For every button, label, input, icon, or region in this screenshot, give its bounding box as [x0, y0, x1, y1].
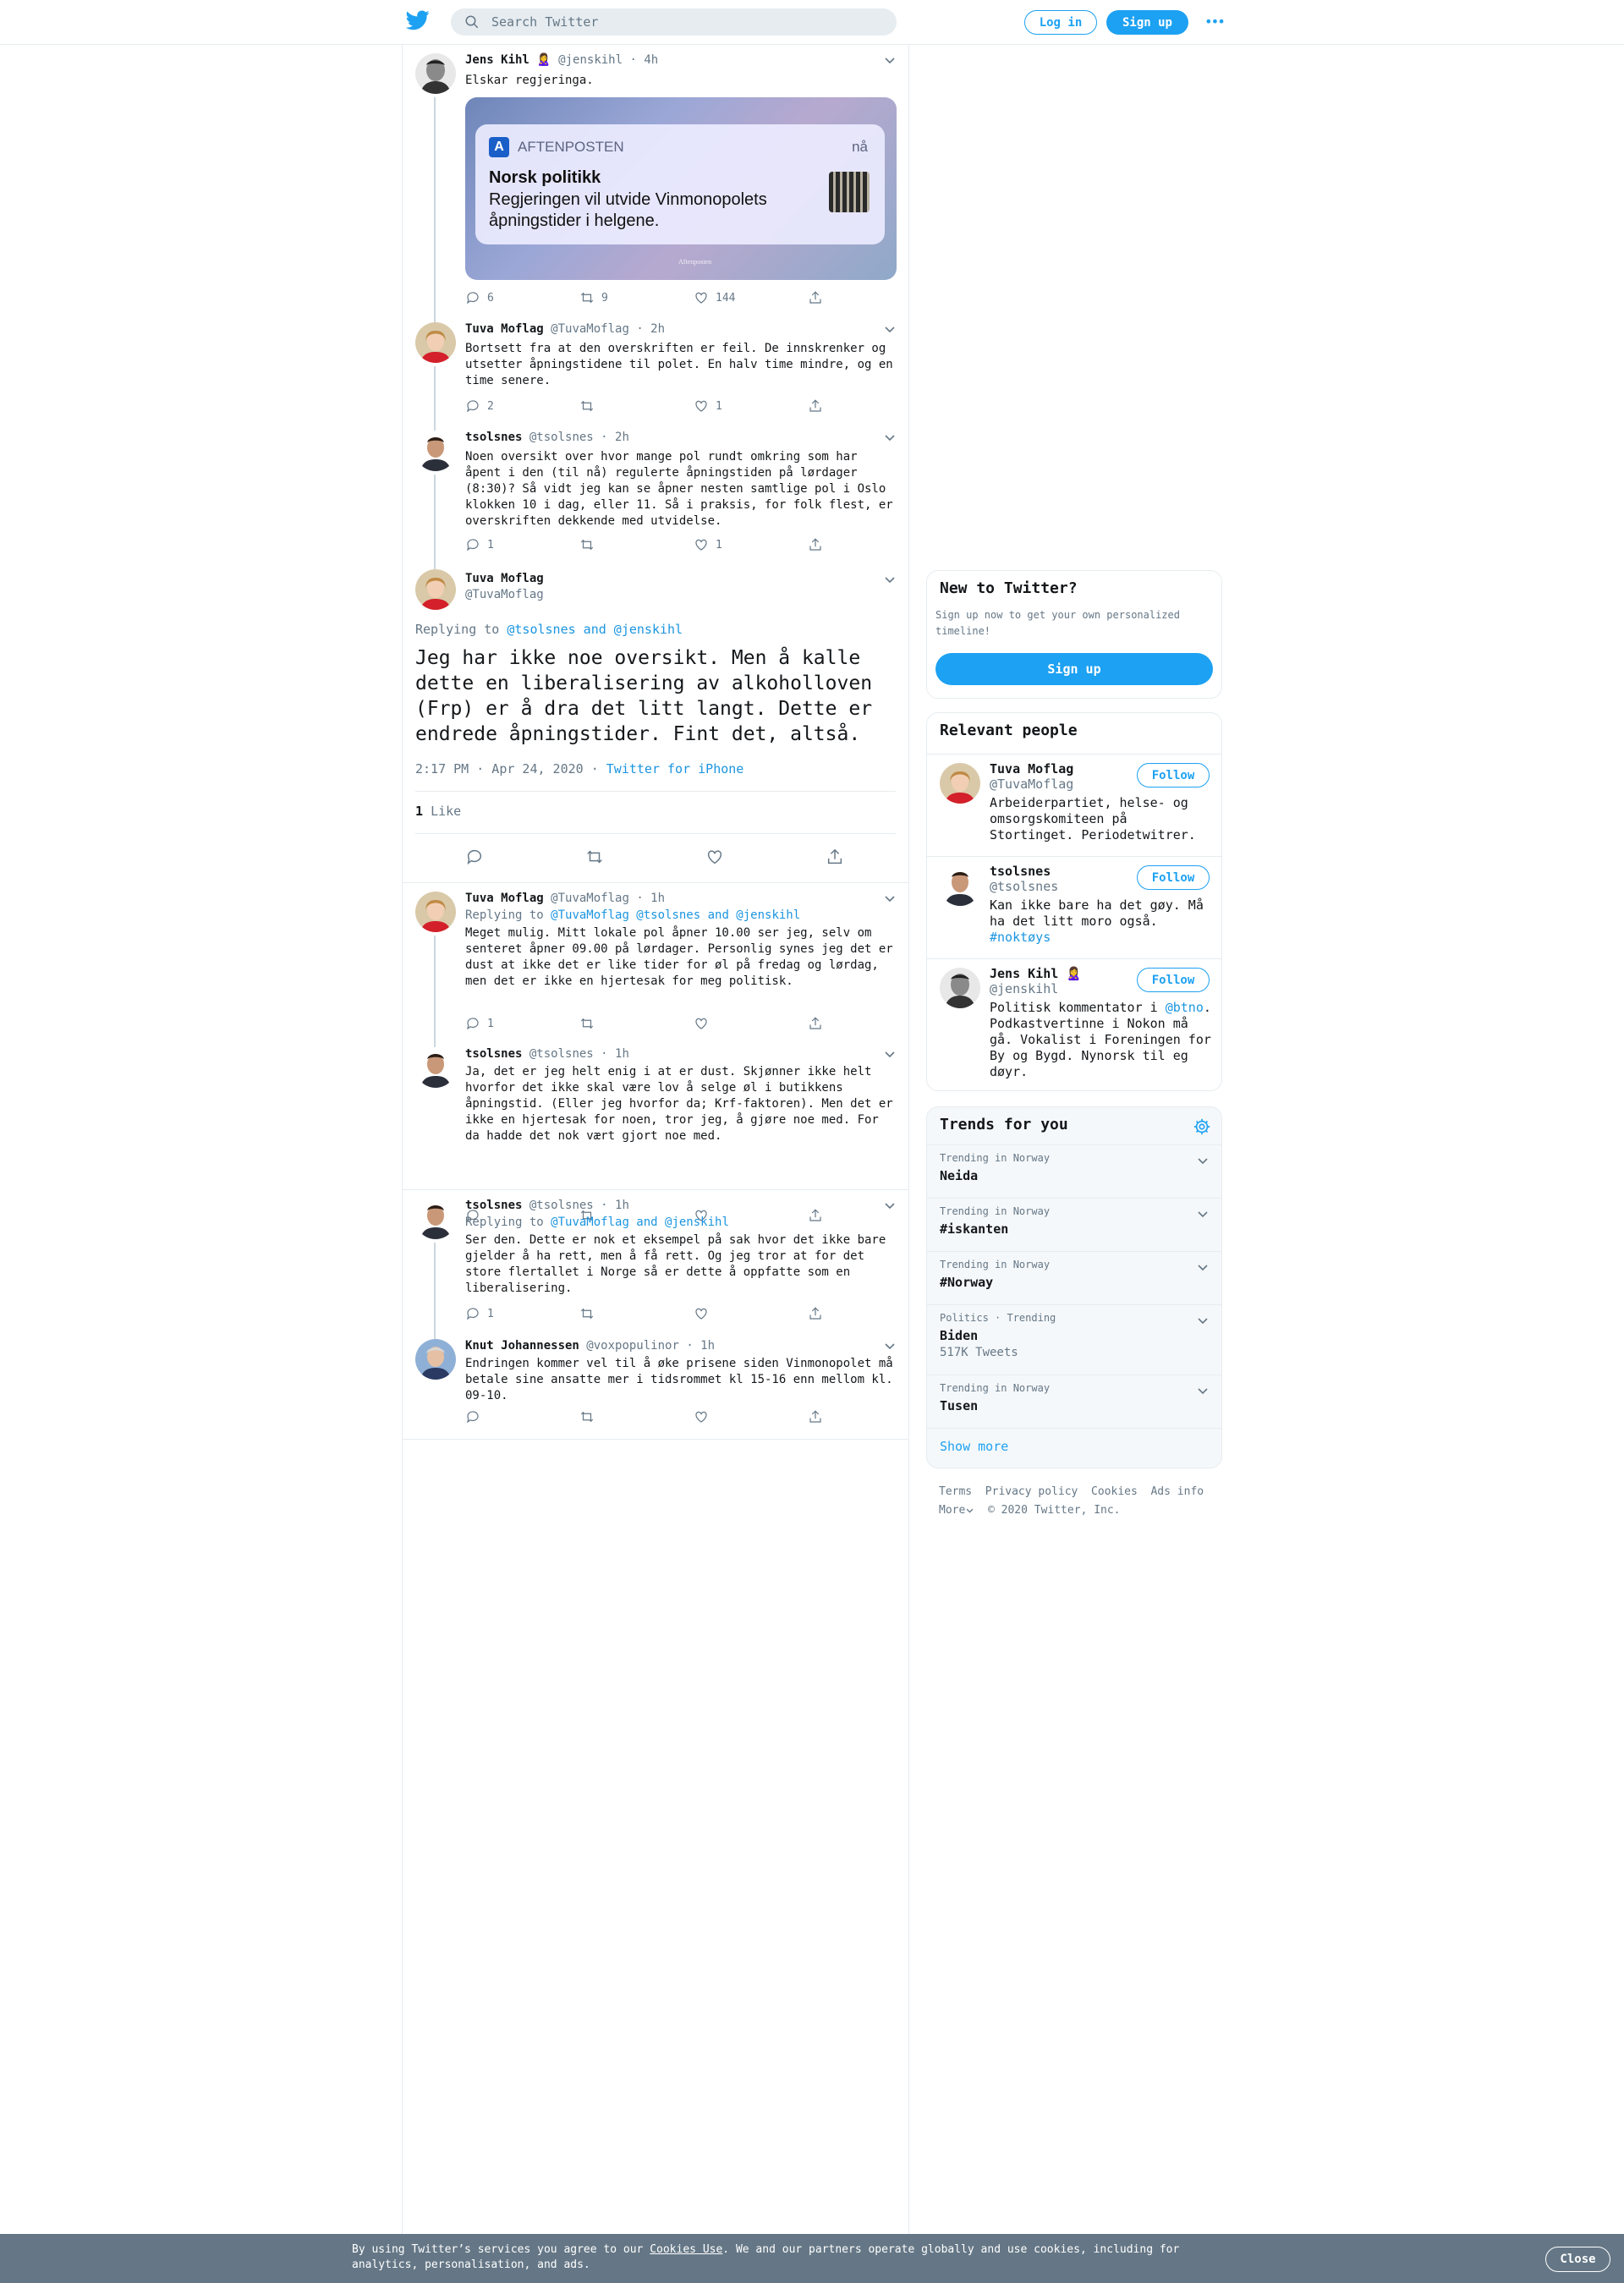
replying-prefix: Replying to	[415, 622, 500, 637]
trend-context: Politics · Trending	[940, 1312, 1056, 1324]
tweet-header	[465, 322, 665, 336]
retweet-button[interactable]	[579, 398, 601, 414]
tweet-text: Ser den. Dette er nok et eksempel på sak hvor det ikke bare gjelder å ha rett, men å få rett. Og jeg tror at for det store flertallet i Norge så er dette å oppfatte som en liberalisering.	[465, 1233, 893, 1295]
conversation-column	[402, 45, 909, 2283]
trend-item[interactable]	[927, 1252, 1221, 1305]
reply-button[interactable]	[465, 398, 494, 414]
thread-line	[434, 936, 436, 1039]
timestamp[interactable]: · 1h	[686, 1339, 716, 1353]
close-banner-button[interactable]: Close	[1545, 2247, 1610, 2272]
chevron-down-icon[interactable]	[1196, 1260, 1210, 1274]
trends-card	[926, 1106, 1222, 1468]
chevron-down-icon[interactable]	[883, 53, 897, 67]
tweet-header	[465, 1339, 715, 1353]
bio-text: . Podkastvertinne i Nokon må gå. Vokalist i Foreningen for By og Bygd. Nynorsk til eg døyr.	[990, 1000, 1211, 1079]
thread-line	[434, 475, 436, 561]
person-name[interactable]	[990, 966, 1082, 981]
timestamp[interactable]: · 1h	[601, 1199, 629, 1212]
timestamp[interactable]: 2:17 PM · Apr 24, 2020 ·	[415, 761, 599, 777]
stats-divider	[415, 791, 896, 792]
emoji: 🙎‍♀️	[1066, 966, 1082, 981]
person-name[interactable]: tsolsnes	[990, 864, 1051, 879]
trend-name: #iskanten	[940, 1221, 1009, 1237]
display-name[interactable]: Tuva Moflag	[465, 322, 544, 336]
chevron-down-icon[interactable]	[883, 892, 897, 905]
chevron-down-icon[interactable]	[1196, 1207, 1210, 1221]
focused-tweet-text: Jeg har ikke noe oversikt. Men å kalle dette en liberalisering av alkoholloven (Frp) er å dra det litt langt. Dette er endrede åpningstider. Fint det, altså.	[415, 647, 873, 745]
replying-prefix: Replying to	[465, 908, 544, 922]
like-button[interactable]	[694, 290, 735, 305]
chevron-down-icon[interactable]	[883, 322, 897, 336]
chevron-down-icon[interactable]	[1196, 1154, 1210, 1167]
thread-line	[434, 561, 436, 569]
settings-gear-icon[interactable]	[1193, 1117, 1211, 1136]
person-row[interactable]	[927, 755, 1221, 856]
card-title: Trends for you	[940, 1116, 1068, 1133]
reply-icon	[465, 1016, 480, 1031]
tweet-header	[465, 892, 665, 905]
trend-context: Trending in Norway	[940, 1259, 1051, 1270]
notification-thumbnail	[829, 172, 870, 212]
avatar[interactable]	[940, 763, 980, 804]
tweet-text: Noen oversikt over hvor mange pol rundt omkring som har åpent i den (til nå) regulerte åpningstiden på lørdager (8:30)? Så vidt jeg kan se åpner nesten samtlige pol i Oslo klokken 10 i dag, eller 11. Så i praksis, for folk flest, er overskriften dekkende med utvidelse.	[465, 450, 901, 528]
handle[interactable]: @TuvaMoflag	[551, 322, 629, 336]
avatar[interactable]	[415, 53, 456, 94]
reply-button[interactable]	[465, 1306, 494, 1321]
actions-divider	[415, 833, 896, 834]
more-link[interactable]	[939, 1504, 974, 1517]
trend-context: Trending in Norway	[940, 1205, 1051, 1217]
reply-icon	[465, 290, 480, 305]
share-button[interactable]	[808, 537, 823, 552]
tweet-header	[465, 53, 658, 67]
cookie-text	[352, 2242, 1198, 2273]
reply-count: 1	[487, 1017, 494, 1030]
handle[interactable]: @jenskihl	[558, 53, 623, 67]
cookie-banner	[0, 2234, 1624, 2283]
like-count: 1	[716, 538, 722, 552]
more-label: More	[939, 1504, 966, 1517]
tweet-header	[465, 1047, 629, 1061]
avatar[interactable]	[940, 968, 980, 1008]
likes-stat[interactable]	[415, 804, 461, 819]
heart-icon	[694, 398, 709, 414]
new-to-twitter-card	[926, 570, 1222, 699]
cookie-text-before: By using Twitter’s services you agree to our	[352, 2243, 644, 2256]
timestamp[interactable]: · 1h	[601, 1047, 629, 1061]
retweet-button[interactable]	[579, 290, 608, 305]
copyright: © 2020 Twitter, Inc.	[987, 1504, 1121, 1517]
timestamp[interactable]: · 2h	[601, 431, 629, 444]
display-name[interactable]: Knut Johannessen	[465, 1339, 579, 1353]
heart-icon	[694, 1016, 709, 1031]
share-button[interactable]	[808, 398, 823, 414]
tweet-actions	[465, 290, 837, 307]
cookies-link[interactable]: Cookies	[1091, 1485, 1138, 1498]
replying-to-link[interactable]: @TuvaMoflag @tsolsnes and @jenskihl	[551, 908, 801, 922]
notification-subline-1: Regjeringen vil utvide Vinmonopolets	[489, 190, 767, 209]
display-name[interactable]: Jens Kihl	[465, 53, 529, 67]
share-icon	[808, 290, 823, 305]
avatar[interactable]	[415, 322, 456, 363]
person-bio: Arbeiderpartiet, helse- og omsorgskomiteen på Stortinget. Periodetwitrer.	[990, 795, 1196, 842]
replying-prefix: Replying to	[465, 1216, 544, 1229]
share-button[interactable]	[808, 290, 823, 305]
signup-button[interactable]: Sign up	[1106, 10, 1188, 35]
reply-knut-johannessen[interactable]	[403, 1331, 908, 1434]
like-button[interactable]	[694, 1016, 709, 1031]
reply-tuva-moflag[interactable]	[403, 883, 908, 1039]
trend-context: Trending in Norway	[940, 1382, 1051, 1394]
reply-icon	[465, 537, 480, 552]
twitter-logo-icon[interactable]	[406, 10, 430, 30]
trend-item[interactable]	[927, 1375, 1221, 1429]
divider	[403, 1439, 908, 1440]
terms-link[interactable]: Terms	[939, 1485, 973, 1498]
search-placeholder: Search Twitter	[491, 14, 599, 30]
top-bar	[0, 0, 1624, 45]
thread-line	[434, 314, 436, 322]
like-button[interactable]	[694, 398, 722, 414]
reply-tsolsnes-2[interactable]	[403, 1190, 908, 1331]
share-button[interactable]	[808, 1306, 823, 1321]
person-name[interactable]: Tuva Moflag	[990, 761, 1074, 777]
trend-item[interactable]	[927, 1199, 1221, 1252]
tweet-jens-kihl[interactable]	[403, 45, 908, 314]
person-bio	[990, 897, 1211, 946]
reply-button[interactable]	[465, 290, 494, 305]
thread-line	[434, 422, 436, 431]
reply-icon	[465, 398, 480, 414]
tweet-image[interactable]	[465, 97, 897, 280]
share-button[interactable]	[808, 1016, 823, 1031]
share-icon[interactable]	[826, 848, 844, 866]
display-name[interactable]: tsolsnes	[465, 431, 523, 444]
replying-to-link[interactable]: @TuvaMoflag and @jenskihl	[551, 1216, 729, 1229]
reply-button[interactable]	[465, 1409, 480, 1424]
chevron-down-icon[interactable]	[883, 1339, 897, 1353]
trend-context: Trending in Norway	[940, 1152, 1051, 1164]
hashtag-link[interactable]: #noktøys	[990, 930, 1051, 945]
tweet-text: Endringen kommer vel til å øke prisene siden Vinmonopolet må betale sine ansatte mer i tidsrommet kl 15-16 enn mellom kl. 09-10.	[465, 1357, 901, 1402]
cookies-use-link[interactable]: Cookies Use	[650, 2243, 723, 2256]
reply-count: 1	[487, 1307, 494, 1320]
share-button[interactable]	[808, 1409, 823, 1424]
handle[interactable]: @TuvaMoflag	[551, 892, 629, 905]
avatar[interactable]	[415, 1339, 456, 1380]
card-title: Relevant people	[940, 722, 1078, 739]
display-name[interactable]: tsolsnes	[465, 1047, 523, 1061]
name-text: Jens Kihl	[990, 966, 1059, 981]
ads-info-link[interactable]: Ads info	[1150, 1485, 1204, 1498]
tweet-actions	[465, 1016, 837, 1033]
footer-links	[939, 1483, 1218, 1520]
display-name[interactable]: Tuva Moflag	[465, 572, 544, 585]
person-handle[interactable]: @jenskihl	[990, 981, 1059, 996]
tweet-text: Bortsett fra at den overskriften er feil. De innskrenker og utsetter åpningstidene til polet. En halv time mindre, og en time senere.	[465, 342, 901, 387]
tweet-text: Elskar regjeringa.	[465, 74, 594, 87]
retweet-button[interactable]	[579, 537, 595, 552]
tweet-tsolsnes[interactable]	[403, 422, 908, 561]
tweet-actions	[465, 1306, 837, 1323]
person-row[interactable]	[927, 959, 1221, 1091]
tweet-tuva-moflag[interactable]	[403, 314, 908, 422]
person-bio	[990, 1000, 1211, 1080]
privacy-link[interactable]: Privacy policy	[985, 1485, 1078, 1498]
chevron-down-icon[interactable]	[1196, 1314, 1210, 1327]
retweet-button[interactable]	[579, 1016, 595, 1031]
handle[interactable]: @tsolsnes	[529, 1047, 594, 1061]
tweet-actions	[465, 398, 837, 415]
relevant-people-card	[926, 712, 1222, 1091]
handle[interactable]: @tsolsnes	[529, 1199, 594, 1212]
heart-icon	[694, 290, 709, 305]
share-icon	[808, 1016, 823, 1031]
reply-button[interactable]	[465, 537, 494, 552]
thread-line	[434, 366, 436, 422]
signup-sidebar-button[interactable]: Sign up	[935, 653, 1213, 685]
chevron-down-icon[interactable]	[1196, 1384, 1210, 1397]
tweet-text: Ja, det er jeg helt enig i at er dust. Skjønner ikke helt hvorfor det ikke skal være lov å selge øl i butikkens åpningstid. (Eller jeg hvorfor da; Krf-faktoren). Men det er ikke en hjertesak for noen, tror jeg, å gjøre noe med. For da hadde det nok vært gjort noe med.	[465, 1065, 901, 1143]
retweet-icon	[579, 290, 595, 305]
watermark: Aftenposten	[678, 258, 712, 266]
retweet-count: 9	[601, 291, 608, 305]
login-button[interactable]: Log in	[1024, 10, 1097, 35]
chevron-down-icon[interactable]	[883, 1199, 897, 1212]
trend-name: Tusen	[940, 1398, 979, 1413]
like-button[interactable]	[694, 537, 722, 552]
heart-icon[interactable]	[705, 848, 724, 866]
notification-source: AFTENPOSTEN	[518, 139, 624, 155]
follow-button[interactable]: Follow	[1137, 865, 1210, 890]
avatar[interactable]	[415, 431, 456, 471]
emoji: 🙎‍♀️	[536, 53, 551, 67]
card-title: New to Twitter?	[940, 579, 1078, 597]
trend-name: Biden	[940, 1328, 979, 1343]
trend-name: Neida	[940, 1168, 979, 1183]
thread-line	[434, 1331, 436, 1339]
reply-count: 2	[487, 399, 494, 413]
heart-icon	[694, 1409, 709, 1424]
avatar[interactable]	[940, 865, 980, 906]
mention-link[interactable]: @btno	[1165, 1000, 1204, 1015]
tweet-header	[465, 431, 629, 444]
person-handle[interactable]: @tsolsnes	[990, 879, 1059, 894]
avatar[interactable]	[415, 1047, 456, 1088]
reply-icon	[465, 1409, 480, 1424]
person-row[interactable]	[927, 857, 1221, 958]
retweet-icon[interactable]	[585, 848, 604, 866]
follow-button[interactable]: Follow	[1137, 763, 1210, 788]
follow-button[interactable]: Follow	[1137, 968, 1210, 992]
handle[interactable]: @tsolsnes	[529, 431, 594, 444]
tweet-timestamp	[415, 761, 743, 777]
reply-icon	[465, 1306, 480, 1321]
chevron-down-icon[interactable]	[883, 573, 897, 586]
trend-item[interactable]	[927, 1145, 1221, 1199]
trend-item[interactable]	[927, 1305, 1221, 1375]
like-button[interactable]	[694, 1409, 709, 1424]
focused-tweet	[403, 561, 908, 925]
reply-button[interactable]	[465, 1016, 494, 1031]
timestamp[interactable]: · 4h	[629, 53, 659, 67]
notification-subline-2: åpningstider i helgene.	[489, 211, 660, 230]
retweet-button[interactable]	[579, 1306, 595, 1321]
like-count: 144	[716, 291, 736, 305]
likes-count: 1	[415, 804, 424, 819]
timestamp[interactable]: · 1h	[636, 892, 666, 905]
like-button[interactable]	[694, 1306, 709, 1321]
retweet-icon	[579, 1016, 595, 1031]
thread-line	[434, 1243, 436, 1331]
news-notification	[475, 124, 885, 244]
reply-count: 6	[487, 291, 494, 305]
chevron-down-icon[interactable]	[883, 431, 897, 444]
aftenposten-logo-icon: A	[489, 137, 509, 157]
retweet-icon	[579, 398, 595, 414]
show-more-link[interactable]: Show more	[940, 1439, 1009, 1454]
replying-to-link[interactable]: @tsolsnes and @jenskihl	[507, 622, 683, 637]
likes-label: Like	[431, 804, 462, 819]
reply-icon[interactable]	[465, 848, 484, 866]
retweet-icon	[579, 1409, 595, 1424]
chevron-down-icon	[965, 1506, 974, 1515]
more-options-icon[interactable]: •••	[1204, 14, 1224, 30]
handle[interactable]: @TuvaMoflag	[465, 588, 544, 601]
tweet-header	[465, 1199, 629, 1212]
retweet-icon	[579, 537, 595, 552]
share-icon	[808, 1306, 823, 1321]
thread-line	[434, 1039, 436, 1047]
bio-prefix: Politisk kommentator i	[990, 1000, 1158, 1015]
avatar[interactable]	[415, 569, 456, 610]
tweet-actions	[465, 537, 837, 554]
share-icon	[808, 398, 823, 414]
notification-time: nå	[852, 139, 868, 155]
search-icon	[464, 14, 480, 30]
share-icon	[808, 537, 823, 552]
retweet-button[interactable]	[579, 1409, 595, 1424]
avatar[interactable]	[415, 1199, 456, 1239]
card-text: Sign up now to get your own personalized timeline!	[935, 609, 1180, 637]
display-name[interactable]: tsolsnes	[465, 1199, 523, 1212]
cookie-text-after: . We and our partners operate globally and use cookies, including for analytics, personalisation, and ads.	[352, 2243, 1180, 2271]
avatar[interactable]	[415, 892, 456, 932]
handle[interactable]: @voxpopulinor	[586, 1339, 679, 1353]
notification-headline: Norsk politikk	[489, 168, 601, 187]
display-name[interactable]: Tuva Moflag	[465, 892, 544, 905]
chevron-down-icon[interactable]	[883, 1047, 897, 1061]
replying-to	[465, 1216, 729, 1229]
like-count: 1	[716, 399, 722, 413]
timestamp[interactable]: · 2h	[636, 322, 666, 336]
share-icon	[808, 1409, 823, 1424]
client-link[interactable]: Twitter for iPhone	[606, 761, 744, 777]
person-handle[interactable]: @TuvaMoflag	[990, 777, 1074, 792]
reply-count: 1	[487, 538, 494, 552]
heart-icon	[694, 1306, 709, 1321]
retweet-icon	[579, 1306, 595, 1321]
trend-count: 517K Tweets	[940, 1346, 1018, 1359]
trend-name: #Norway	[940, 1275, 994, 1290]
tweet-actions	[465, 1409, 837, 1426]
search-box[interactable]	[451, 8, 897, 36]
bio-text: Kan ikke bare ha det gøy. Må ha det litt moro også.	[990, 897, 1204, 929]
replying-to	[465, 908, 800, 922]
replying-to	[415, 622, 683, 637]
tweet-text: Meget mulig. Mitt lokale pol åpner 10.00 ser jeg, selv om senteret åpner 09.00 på lørdager. Personlig synes jeg det er dust at ikke det er like tider for øl på fredag og lørdag, men det er ikke en hjertesak for meg politisk.	[465, 926, 901, 988]
thread-line	[434, 97, 436, 314]
heart-icon	[694, 537, 709, 552]
